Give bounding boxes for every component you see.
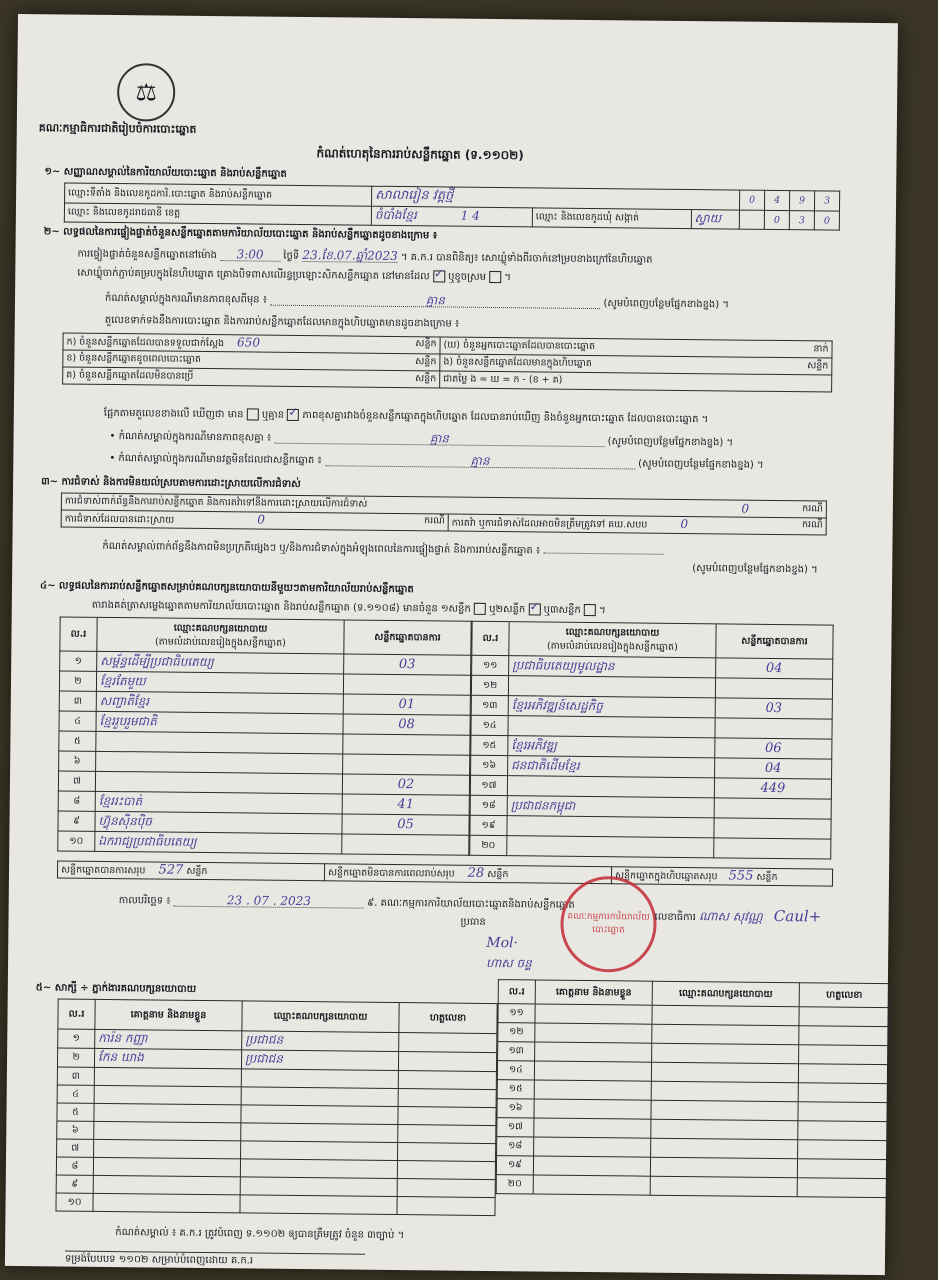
witness-party xyxy=(652,1005,799,1026)
resolved-value: 0 xyxy=(257,512,265,527)
witness-col-party: ឈ្មោះគណបក្សនយោបាយ xyxy=(652,981,799,1007)
witness-col-sign: ហត្ថលេខា xyxy=(399,1003,497,1034)
irregularities-label: កំណត់សម្គាល់ពាក់ព័ន្ធនឹងភាពមិនប្រក្រតីផ្សេងៗ ឬ/និងការជំទាស់ក្នុងអំឡុងពេលនៃការផ្ទៀងផ្ទាត់ និងការរាប់សន្លឹកឆ្នោត ៖ xyxy=(102,540,541,557)
witness-signature xyxy=(398,1143,496,1162)
commune-digit: 0 xyxy=(814,211,839,230)
witness-party xyxy=(650,1176,797,1197)
unused-row xyxy=(63,367,440,388)
witness-name: កែន ឃាង xyxy=(94,1048,241,1069)
result-votes: 02 xyxy=(342,774,469,795)
official-seal xyxy=(560,876,657,973)
witness-signature xyxy=(398,1071,496,1090)
chair-label: ប្រធាន xyxy=(460,916,486,928)
section2-heading: ២~ លទ្ធផលនៃការផ្ទៀងផ្ទាត់ចំនួនសន្លឹកឆ្នោតតាមការិយាល័យបោះឆ្នោត និងរាប់សន្លឹកឆ្នោតដូចខាងក្រោម ៖ xyxy=(43,226,438,242)
secretary-name: ណាស សុវណ្ណ xyxy=(698,909,763,924)
result-votes xyxy=(715,678,832,699)
witness-party xyxy=(651,1062,798,1083)
witness-name xyxy=(534,1099,651,1119)
resolved-row xyxy=(61,510,448,531)
date-value: 23 . 07 . 2023 xyxy=(174,894,364,909)
col-votes: សន្លឹកឆ្នោតបានការ xyxy=(716,624,833,659)
witness-no: ២០ xyxy=(496,1175,533,1194)
check-line-2: សោឃ្លុំចាក់ភ្ជាប់គម្របក្នុងនៃហិបឆ្នោត គ្រោងបិទពាសលើរន្ធប្រឡោះសិកសន្លឹកឆ្នោត នៅមានដែល ✓ ឬខូចស្រម ។ xyxy=(77,267,511,285)
result-no: ១០ xyxy=(58,831,95,851)
result-party xyxy=(508,676,715,698)
result-no: ១៣ xyxy=(471,695,508,715)
result-votes xyxy=(342,834,469,855)
section5-heading: ៥~ សាក្សី ÷ ភ្នាក់ងារគណបក្សនយោបាយ xyxy=(35,982,197,995)
witness-signature xyxy=(798,1102,888,1122)
formula-cell: ជាតម្លៃ ង = ឃ = ក - (ខ + គ) xyxy=(440,371,832,392)
objections-table xyxy=(61,492,827,535)
appealed-value: 0 xyxy=(680,516,689,532)
result-no: ៨ xyxy=(58,791,95,811)
witness-no: ១៩ xyxy=(496,1156,533,1175)
witness-signature xyxy=(397,1179,495,1198)
province-value xyxy=(371,206,532,227)
bullet2-line xyxy=(109,451,763,472)
result-votes xyxy=(715,718,832,739)
result-votes xyxy=(714,798,831,819)
witness-party xyxy=(240,1195,397,1215)
witness-party xyxy=(240,1177,397,1197)
witness-party xyxy=(241,1105,398,1125)
bullet2-label: • កំណត់សម្គាល់ក្នុងករណីមានវត្តមិនដែលជាសន្លឹកឆ្នោត ៖ xyxy=(109,452,322,467)
one-sheet-checkbox[interactable] xyxy=(474,603,486,615)
witness-no: ១០ xyxy=(56,1193,93,1211)
witness-col-no: ល.រ xyxy=(498,980,535,1004)
witness-no: ៨ xyxy=(56,1157,93,1175)
voters-label: (ឃ) ចំនួនអ្នកបោះឆ្នោតដែលបានបោះឆ្នោត xyxy=(443,339,596,353)
witness-row xyxy=(56,1193,495,1216)
witness-no: ៥ xyxy=(57,1103,94,1121)
col-party-title: ឈ្មោះគណបក្សនយោបាយ xyxy=(173,622,268,635)
witness-no: ៧ xyxy=(57,1139,94,1157)
witness-party xyxy=(651,1138,798,1159)
spoiled-unit: សន្លឹក xyxy=(415,356,437,368)
seal-intact-checkbox[interactable] xyxy=(433,270,445,282)
totals-table xyxy=(57,860,833,886)
received-label: ក) ចំនួនសន្លឹកឆ្នោតដែលបានទទួលជាក់ស្តែង xyxy=(66,336,225,350)
result-party: ហ៊្វុនស៊ិនប៉ិច xyxy=(95,811,342,834)
witness-signature xyxy=(398,1089,496,1108)
col-party-title: ឈ្មោះគណបក្សនយោបាយ xyxy=(565,626,660,639)
witness-no: ១៤ xyxy=(497,1061,534,1080)
section3-heading: ៣~ ការជំទាស់ និងការមិនយល់ស្របតាមការដោះស្រាយលើការជំទាស់ xyxy=(41,476,301,490)
witness-no: ១៦ xyxy=(497,1099,534,1118)
appealed-label: ការតវ៉ា ឬការជំទាស់ដែលអាចមិនត្រឹមត្រូវទៅ គឃ.សបប xyxy=(451,517,648,531)
date-line xyxy=(119,893,575,912)
seal-broken-label: ឬខូចស្រម xyxy=(448,271,487,283)
witness-signature xyxy=(398,1052,496,1072)
total-valid-unit: សន្លឹក xyxy=(186,865,208,878)
result-party: ឯករាជ្យប្រជាធិបតេយ្យ xyxy=(95,831,342,854)
bullet1-hint: (សូមបំពេញបន្ថែមផ្នែកខាងខ្នង) ។ xyxy=(607,436,734,449)
witness-name xyxy=(94,1067,241,1087)
witness-name xyxy=(535,1042,652,1062)
witness-party xyxy=(240,1159,397,1179)
irregularities-line xyxy=(543,553,663,555)
witness-party xyxy=(241,1087,398,1107)
inbox-label: ង) ចំនួនសន្លឹកឆ្នោតដែលមានក្នុងហិបឆ្នោត xyxy=(443,356,592,370)
witness-name xyxy=(533,1175,650,1195)
result-party xyxy=(508,716,715,738)
witness-party xyxy=(651,1119,798,1140)
col-party-sub: (តាមលំដាប់លេខរៀងក្នុងសន្លឹកឆ្នោត) xyxy=(154,635,286,649)
result-votes: 01 xyxy=(343,694,470,715)
result-votes: 41 xyxy=(342,794,469,815)
result-votes: 03 xyxy=(715,698,832,719)
two-sheets-label: ឬ២សន្លឹក xyxy=(489,603,526,616)
witness-signature xyxy=(799,1007,889,1027)
tally-sheets-line: តារាងគត់ត្រាសម្លេងឆ្នោតតាមការិយាល័យបោះឆ្នោត និងរាប់សន្លឹកឆ្នោត (ទ.១១០៨) មានចំនួន ១សន្លឹក ឬ២សន្លឹក ✓ ឬ៣សន្លឹក ។ xyxy=(92,599,606,617)
result-party xyxy=(95,771,342,794)
witness-no: ៩ xyxy=(56,1175,93,1193)
result-party: សម្ព័ន្ធដើម្បីប្រជាធិបតេយ្យ xyxy=(97,651,344,674)
results-table-left xyxy=(57,616,471,855)
witness-signature xyxy=(399,1033,497,1053)
result-votes: 04 xyxy=(716,658,833,679)
no-diff-checkbox[interactable] xyxy=(287,409,299,421)
witness-name: ការ៉ន កញ្ញា xyxy=(95,1029,242,1050)
three-sheets-label: ឬ៣សន្លឹក xyxy=(543,604,581,616)
witness-name xyxy=(534,1080,651,1100)
result-no: ២០ xyxy=(470,835,507,855)
bullet1-label: • កំណត់សម្គាល់ក្នុងករណីមានភាពខុសគ្នា ៖ xyxy=(109,430,272,444)
result-party xyxy=(507,776,714,798)
witness-name xyxy=(533,1156,650,1176)
witness-name xyxy=(94,1139,241,1159)
unused-label: គ) ចំនួនសន្លឹកឆ្នោតដែលមិនបានប្រើ xyxy=(66,369,194,382)
witness-no: ១៥ xyxy=(497,1080,534,1099)
figures-intro: តួលេខទាក់ទងនឹងការបោះឆ្នោត និងការរាប់សន្លឹកឆ្នោតដែលមានក្នុងហិបឆ្នោតមានដូចខាងក្រោម ៖ xyxy=(104,314,460,330)
province-digit: 4 xyxy=(472,208,480,223)
diff-note-label: កំណត់សម្គាល់ក្នុងករណីមានភាពខុសពីមុន ៖ xyxy=(104,292,268,306)
commune-digit: 3 xyxy=(789,211,814,230)
witness-col-sign: ហត្ថលេខា xyxy=(799,983,889,1008)
irregularities-note xyxy=(102,541,822,561)
result-party: ខ្មែរអភិវឌ្ឍន៍សេដ្ឋកិច្ច xyxy=(508,696,715,718)
check-time-label: ការផ្ទៀងផ្ទាត់ចំនួនសន្លឹកឆ្នោតនៅម៉ោង xyxy=(77,248,217,262)
witness-no: ៣ xyxy=(57,1067,94,1085)
date-label: កាលបរិច្ឆេទ ៖ xyxy=(118,895,171,907)
footnote: កំណត់សម្គាល់ ៖ គ.ក.រ ត្រូវបំពេញ ទ.១១០២ ឲ្យបានត្រឹមត្រូវ ចំនួន ៣ច្បាប់ ។ xyxy=(115,1227,405,1242)
witness-signature xyxy=(398,1107,496,1126)
result-no: ១៦ xyxy=(471,755,508,775)
witness-party xyxy=(651,1081,798,1102)
result-row xyxy=(470,835,831,859)
check-line-1-rest: ។ គ.ក.រ បានពិនិត្យ៖ សោឃ្លុំទាំងពីរចាក់នៅម្របខាងក្រៅនៃហិបឆ្នោត xyxy=(400,252,653,266)
province-label: ឈ្មោះ និងលេខកូដរាជធានី ខេត្ត xyxy=(64,203,371,225)
witness-signature xyxy=(798,1121,888,1141)
result-no: ៤ xyxy=(59,711,96,731)
resolved-unit: ករណី xyxy=(424,515,445,527)
witness-name xyxy=(534,1137,651,1157)
result-row xyxy=(58,831,469,855)
total-invalid-cell xyxy=(324,864,611,884)
witness-party xyxy=(241,1069,398,1089)
witness-signature xyxy=(798,1140,888,1160)
result-no: ១៥ xyxy=(471,735,508,755)
has-diff-checkbox[interactable] xyxy=(247,408,259,420)
witness-name xyxy=(93,1175,240,1195)
witness-signature xyxy=(799,1026,889,1046)
result-votes: 449 xyxy=(714,778,831,799)
no-diff-label: ឬគ្មាន xyxy=(261,409,285,421)
result-party xyxy=(96,731,343,754)
witness-party xyxy=(651,1100,798,1121)
figures-table xyxy=(62,332,833,392)
result-party: ជនជាតិដើមខ្មែរ xyxy=(508,756,715,778)
secretary-signature: Caul+ xyxy=(773,906,822,926)
location-label: ឈ្មោះទីតាំង និងលេខកូដការិ.បោះឆ្នោត និងរាប់សន្លឹកឆ្នោត xyxy=(65,183,372,206)
two-sheets-checkbox[interactable] xyxy=(528,603,540,615)
witness-no: ១៣ xyxy=(498,1042,535,1061)
received-value: 650 xyxy=(237,335,261,350)
result-party xyxy=(96,751,343,774)
witness-row xyxy=(496,1175,887,1198)
section4-heading: ៤~ លទ្ធផលនៃការរាប់សន្លឹកឆ្នោតសម្រាប់គណបក្សនយោបាយនីមួយៗតាមការិយាល័យរាប់សន្លឹកឆ្នោត xyxy=(39,580,414,596)
total-valid-value: 527 xyxy=(158,862,184,878)
result-party: ប្រជាជនកម្ពុជា xyxy=(507,796,714,818)
org-name: គណៈកម្មាធិការជាតិរៀបចំការបោះឆ្នោត xyxy=(38,121,197,136)
chair-name: ហាស ចន្ទ xyxy=(486,955,532,971)
witness-name xyxy=(535,1004,652,1024)
witness-signature xyxy=(797,1178,887,1198)
result-votes: 03 xyxy=(344,654,471,675)
section1-heading: ១~ សញ្ញាណសម្គាល់នៃការិយាល័យបោះឆ្នោត និងរាប់សន្លឹកឆ្នោត xyxy=(44,166,287,180)
voters-unit: នាក់ xyxy=(813,343,829,355)
location-table xyxy=(64,182,840,230)
location-digit: 4 xyxy=(764,190,789,210)
bullet2-value: គ្មាន xyxy=(325,453,635,469)
resolved-label: ការជំទាស់ដែលបានដោះស្រាយ xyxy=(64,513,175,526)
witness-signature xyxy=(798,1083,888,1103)
witness-col-no: ល.រ xyxy=(58,999,95,1029)
result-no: ១៤ xyxy=(471,715,508,735)
col-no: ល.រ xyxy=(472,621,509,655)
received-unit: សន្លឹក xyxy=(415,338,437,350)
col-votes: សន្លឹកឆ្នោតបានការ xyxy=(344,620,471,655)
inbox-unit: សន្លឹក xyxy=(807,360,829,372)
witness-table-left xyxy=(55,998,497,1216)
result-no: ១១ xyxy=(472,655,509,675)
witness-party xyxy=(241,1141,398,1161)
result-no: ៩ xyxy=(58,811,95,831)
witness-signature xyxy=(398,1125,496,1144)
witness-name xyxy=(535,1023,652,1043)
col-no: ល.រ xyxy=(60,617,97,651)
result-votes: 06 xyxy=(715,738,832,759)
objections-value: 0 xyxy=(741,501,750,516)
witness-no: ៤ xyxy=(57,1085,94,1103)
total-box-label: សន្លឹកឆ្នោតក្នុងហិបឆ្នោតសរុប xyxy=(614,870,718,883)
witness-party: ប្រជាជន xyxy=(242,1031,399,1052)
check-date-label: ថ្ងៃទី xyxy=(283,250,300,262)
witness-no: ១៧ xyxy=(497,1118,534,1137)
total-box-cell xyxy=(611,867,832,886)
province-name: ចំបាំងខ្មែរ xyxy=(374,207,417,223)
location-digit: 9 xyxy=(789,191,814,211)
results-table-right xyxy=(469,621,833,860)
result-votes xyxy=(714,818,831,839)
objections-label: ការជំទាស់ពាក់ព័ន្ធនឹងការរាប់សន្លឹកឆ្នោត និងការតវ៉ាទៅនឹងការដោះស្រាយលើការជំទាស់ xyxy=(64,495,368,510)
witness-no: ២ xyxy=(57,1048,94,1067)
total-box-value: 555 xyxy=(728,868,754,884)
witness-name xyxy=(94,1103,241,1123)
result-no: ១៩ xyxy=(470,815,507,835)
diff-note-value: គ្មាន xyxy=(270,293,600,309)
witness-no: ១៨ xyxy=(497,1137,534,1156)
result-party: ខ្មែររួបរួមជាតិ xyxy=(96,711,343,734)
nec-logo-icon: ⚖ xyxy=(117,63,176,122)
result-votes xyxy=(714,838,831,859)
result-votes xyxy=(343,674,470,695)
result-no: ៧ xyxy=(58,771,95,791)
check-time-value: 3:00 xyxy=(220,248,280,262)
secretary-line xyxy=(654,906,822,926)
committee-label: ៩. គណៈកម្មការការិយាល័យបោះឆ្នោតនិងរាប់សន្លឹកឆ្នោត xyxy=(367,897,575,911)
result-party: ខ្មែរអភិវឌ្ឍ xyxy=(508,736,715,758)
bullet1-value: គ្មាន xyxy=(274,431,604,447)
result-party xyxy=(507,836,714,858)
compare-text-rest: ភាពខុសគ្នារវាងចំនួនសន្លឹកឆ្នោតក្នុងហិបឆ្នោត ដែលបានរាប់ឃើញ និងចំនួនអ្នកបោះឆ្នោត ដែលបានបោះឆ្នោត ។ xyxy=(302,410,709,426)
witness-party xyxy=(652,1043,799,1064)
diff-note-line xyxy=(105,291,729,312)
result-votes: 08 xyxy=(343,714,470,735)
result-no: ១៨ xyxy=(470,795,507,815)
appealed-row xyxy=(448,514,826,535)
total-invalid-unit: សន្លឹក xyxy=(487,868,509,881)
irregularities-hint: (សូមបំពេញបន្ថែមផ្នែកខាងខ្នង) ។ xyxy=(692,563,818,576)
witness-party xyxy=(241,1123,398,1143)
result-votes xyxy=(343,734,470,755)
result-no: ៦ xyxy=(59,751,96,771)
witness-signature xyxy=(397,1161,495,1180)
witness-party xyxy=(652,1024,799,1045)
result-votes: 05 xyxy=(342,814,469,835)
result-no: ១២ xyxy=(471,675,508,695)
result-party: សញ្ជាតិខ្មែរ xyxy=(96,691,343,714)
witness-party: ប្រជាជន xyxy=(241,1050,398,1071)
result-no: ១៧ xyxy=(470,775,507,795)
spoiled-label: ខ) ចំនួនសន្លឹកឆ្នោតខូចពេលបោះឆ្នោត xyxy=(66,352,201,365)
compare-text: ផ្អែកតាមតួលេខខាងលើ ឃើញថា មាន xyxy=(103,407,244,421)
form-footer: ទម្រង់បែបបទ ១១០២ សម្រាប់បំពេញដោយ គ.ក.រ xyxy=(65,1251,365,1269)
col-party xyxy=(509,622,716,658)
unused-unit: សន្លឹក xyxy=(415,373,437,385)
witness-no: ១ xyxy=(58,1029,95,1048)
chair-signature: Mol· xyxy=(486,934,519,952)
result-party xyxy=(507,816,714,838)
commune-value: ស្វាយ xyxy=(691,210,740,230)
total-invalid-label: សន្លឹកឆ្នោតមិនបានការពេលរាប់សរុប xyxy=(327,867,455,880)
witness-name xyxy=(93,1193,240,1213)
location-value: សាលារៀន វត្តថ្មី xyxy=(372,186,740,210)
location-digit: 0 xyxy=(739,190,764,210)
result-votes xyxy=(343,754,470,775)
location-digit: 3 xyxy=(814,191,839,211)
total-box-unit: សន្លឹក xyxy=(756,871,778,884)
seal-text: គណៈកម្មការការិយាល័យបោះឆ្នោត xyxy=(567,911,650,936)
col-party-sub: (តាមលំដាប់លេខរៀងក្នុងសន្លឹកឆ្នោត) xyxy=(546,640,678,653)
witness-signature xyxy=(397,1197,495,1216)
witness-no: ១២ xyxy=(498,1023,535,1042)
check-date-value: 23.ខែ.07.ឆ្នាំ2023 xyxy=(302,247,398,263)
witness-name xyxy=(94,1085,241,1105)
seal-broken-checkbox[interactable] xyxy=(489,271,501,283)
witness-name xyxy=(94,1121,241,1141)
result-no: ៥ xyxy=(59,731,96,751)
total-valid-label: សន្លឹកឆ្នោតបានការសរុប xyxy=(60,864,146,877)
result-party: ប្រជាធិបតេយ្យមូលដ្ឋាន xyxy=(509,656,716,678)
result-no: ៣ xyxy=(59,691,96,711)
witness-col-name: គោត្តនាម និងនាមខ្លួន xyxy=(535,980,652,1005)
result-party: ខ្មែររះបាត់ xyxy=(95,791,342,814)
objections-unit: ករណី xyxy=(802,503,823,515)
diff-note-hint: (សូមបំពេញបន្ថែមផ្នែកខាងខ្នង) ។ xyxy=(603,298,730,311)
witness-signature xyxy=(799,1045,889,1065)
witness-signature xyxy=(798,1064,888,1084)
result-votes: 04 xyxy=(715,758,832,779)
commune-digit-blank xyxy=(739,210,764,229)
witness-name xyxy=(93,1157,240,1177)
commune-label: ឈ្មោះ និងលេខកូដឃុំ សង្កាត់ xyxy=(532,208,691,229)
total-invalid-value: 28 xyxy=(467,865,485,881)
result-no: ២ xyxy=(59,671,96,691)
result-party: ខ្មែរតែមួយ xyxy=(96,671,343,694)
commune-digit: 0 xyxy=(764,210,789,229)
tally-sheets-text: តារាងគត់ត្រាសម្លេងឆ្នោតតាមការិយាល័យបោះឆ្នោត និងរាប់សន្លឹកឆ្នោត (ទ.១១០៨) មានចំនួន ១សន្លឹក xyxy=(91,599,471,615)
witness-col-name: គោត្តនាម និងនាមខ្លួន xyxy=(95,999,242,1031)
result-no: ១ xyxy=(60,651,97,671)
check-line-1 xyxy=(77,247,652,267)
witness-name xyxy=(534,1118,651,1138)
ballot-count-form xyxy=(5,14,898,1275)
witness-name xyxy=(534,1061,651,1081)
appealed-unit: ករណី xyxy=(801,519,823,531)
check-line-2-text: សោឃ្លុំចាក់ភ្ជាប់គម្របក្នុងនៃហិបឆ្នោត គ្រោងបិទពាសលើរន្ធប្រឡោះសិកសន្លឹកឆ្នោត នៅមានដែល xyxy=(77,267,430,283)
witness-party xyxy=(650,1157,797,1178)
bullet2-hint: (សូមបំពេញបន្ថែមផ្នែកខាងខ្នង) ។ xyxy=(638,458,764,471)
witness-no: ១១ xyxy=(498,1004,535,1023)
secretary-label: លេខាធិការ xyxy=(654,911,696,924)
witness-col-party: ឈ្មោះគណបក្សនយោបាយ xyxy=(242,1001,399,1033)
bullet1-line xyxy=(110,429,734,450)
form-title: កំណត់ហេតុនៃការរាប់សន្លឹកឆ្នោត (ទ.១១០២) xyxy=(316,146,524,163)
compare-line xyxy=(104,407,709,426)
province-digit: 1 xyxy=(460,208,469,223)
witness-no: ៦ xyxy=(57,1121,94,1139)
col-party xyxy=(97,617,344,654)
witness-signature xyxy=(797,1159,887,1179)
three-sheets-checkbox[interactable] xyxy=(584,604,596,616)
total-valid-cell xyxy=(57,861,324,881)
witness-table-right xyxy=(496,979,890,1198)
province-code xyxy=(461,209,480,223)
